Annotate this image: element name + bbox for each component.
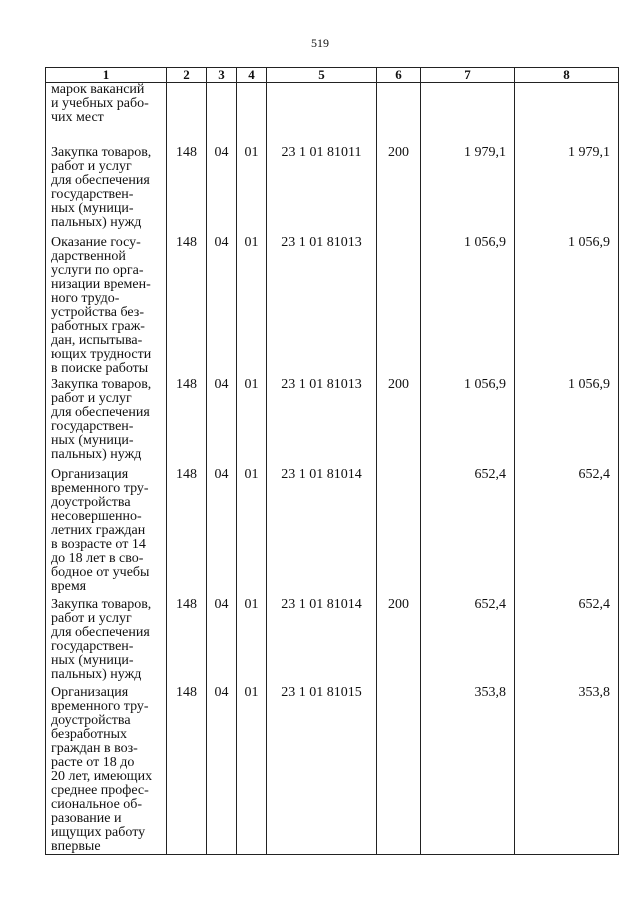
amount-cell: 1 056,9 [421, 378, 515, 468]
item-name-line: граждан в воз- [51, 741, 138, 756]
target-article-cell: 23 1 01 81013 [267, 378, 377, 468]
section-cell: 04 [207, 236, 237, 378]
target-article-cell: 23 1 01 81014 [267, 598, 377, 686]
code-cell: 148 [167, 468, 207, 598]
expense-type-cell [377, 686, 421, 855]
item-name-line: летних граждан [51, 523, 146, 538]
column-header-8: 8 [515, 68, 619, 83]
item-name-line: впервые [51, 839, 101, 854]
column-header-5: 5 [267, 68, 377, 83]
target-article-cell: 23 1 01 81014 [267, 468, 377, 598]
table-row [46, 236, 619, 378]
amount-cell: 353,8 [421, 686, 515, 855]
item-name-line: расте от 18 до [51, 755, 135, 770]
item-name-line: государствен- [51, 639, 134, 654]
item-name-line: работ и услуг [51, 159, 132, 174]
item-name-line: безработных [51, 727, 128, 742]
item-name-line: для обеспечения [51, 625, 150, 640]
table-row [46, 686, 619, 855]
item-name-line: ных (муници- [51, 653, 134, 668]
amount-cell: 652,4 [515, 598, 619, 686]
item-name-line: разование и [51, 811, 122, 826]
item-name-line: и учебных рабо- [51, 96, 149, 111]
item-name-line: Организация [51, 685, 129, 700]
section-cell: 04 [207, 146, 237, 236]
item-name-line: для обеспечения [51, 173, 150, 188]
amount-cell: 1 979,1 [421, 146, 515, 236]
item-name-line: работ и услуг [51, 391, 132, 406]
item-name-line: в возрасте от 14 [51, 537, 146, 552]
item-name-line: ищущих работу [51, 825, 146, 840]
table-row [46, 378, 619, 468]
item-name-line: работ и услуг [51, 611, 132, 626]
subsection-cell: 01 [237, 378, 267, 468]
item-name-line: пальных) нужд [51, 215, 142, 230]
code-cell [167, 83, 207, 147]
item-name-line: до 18 лет в сво- [51, 551, 144, 566]
amount-cell: 652,4 [515, 468, 619, 598]
code-cell: 148 [167, 598, 207, 686]
subsection-cell [237, 83, 267, 147]
target-article-cell: 23 1 01 81015 [267, 686, 377, 855]
expense-type-cell: 200 [377, 378, 421, 468]
expense-type-cell: 200 [377, 598, 421, 686]
item-name-cell [46, 236, 167, 378]
table-header-row [46, 68, 619, 83]
table-row [46, 83, 619, 147]
column-header-3: 3 [207, 68, 237, 83]
target-article-cell: 23 1 01 81013 [267, 236, 377, 378]
expense-type-cell [377, 468, 421, 598]
section-cell: 04 [207, 686, 237, 855]
item-name-line: среднее профес- [51, 783, 149, 798]
code-cell: 148 [167, 378, 207, 468]
item-name-line: доустройства [51, 495, 131, 510]
item-name-cell [46, 378, 167, 468]
item-name-line: ющих трудности [51, 347, 152, 362]
column-header-4: 4 [237, 68, 267, 83]
amount-cell: 652,4 [421, 598, 515, 686]
subsection-cell: 01 [237, 598, 267, 686]
subsection-cell: 01 [237, 146, 267, 236]
amount-cell: 652,4 [421, 468, 515, 598]
expense-type-cell [377, 83, 421, 147]
table-row [46, 598, 619, 686]
item-name-line: для обеспечения [51, 405, 150, 420]
expense-type-cell: 200 [377, 146, 421, 236]
item-name-line: дарственной [51, 249, 126, 264]
item-name-line: ного трудо- [51, 291, 120, 306]
item-name-line: Организация [51, 467, 129, 482]
amount-cell: 353,8 [515, 686, 619, 855]
item-name-line: низации времен- [51, 277, 151, 292]
item-name-line: ных (муници- [51, 201, 134, 216]
column-header-2: 2 [167, 68, 207, 83]
item-name-line: Закупка товаров, [51, 377, 152, 392]
item-name-line: временного тру- [51, 481, 149, 496]
item-name-cell [46, 83, 167, 147]
column-header-7: 7 [421, 68, 515, 83]
code-cell: 148 [167, 236, 207, 378]
amount-cell: 1 056,9 [515, 378, 619, 468]
item-name-line: услуги по орга- [51, 263, 144, 278]
amount-cell: 1 979,1 [515, 146, 619, 236]
item-name-line: Закупка товаров, [51, 597, 152, 612]
item-name-line: ных (муници- [51, 433, 134, 448]
item-name-line: марок вакансий [51, 82, 145, 97]
item-name-line: сиональное об- [51, 797, 143, 812]
item-name-line: устройства без- [51, 305, 144, 320]
item-name-line: государствен- [51, 419, 134, 434]
section-cell [207, 83, 237, 147]
item-name-line: временного тру- [51, 699, 149, 714]
section-cell: 04 [207, 378, 237, 468]
amount-cell [421, 83, 515, 147]
item-name-line: несовершенно- [51, 509, 142, 524]
column-header-1: 1 [46, 68, 167, 83]
item-name-line: пальных) нужд [51, 667, 142, 682]
target-article-cell [267, 83, 377, 147]
code-cell: 148 [167, 686, 207, 855]
amount-cell: 1 056,9 [421, 236, 515, 378]
item-name-line: бодное от учебы [51, 565, 150, 580]
target-article-cell: 23 1 01 81011 [267, 146, 377, 236]
table-row [46, 468, 619, 598]
item-name-cell [46, 146, 167, 236]
item-name-line: работных граж- [51, 319, 145, 334]
item-name-line: Закупка товаров, [51, 145, 152, 160]
expense-type-cell [377, 236, 421, 378]
budget-table [45, 67, 619, 855]
amount-cell: 1 056,9 [515, 236, 619, 378]
section-cell: 04 [207, 468, 237, 598]
item-name-line: дан, испытыва- [51, 333, 143, 348]
code-cell: 148 [167, 146, 207, 236]
page-number: 519 [311, 36, 329, 50]
item-name-line: время [51, 579, 87, 594]
subsection-cell: 01 [237, 236, 267, 378]
item-name-cell [46, 686, 167, 855]
item-name-cell [46, 468, 167, 598]
amount-cell [515, 83, 619, 147]
subsection-cell: 01 [237, 468, 267, 598]
section-cell: 04 [207, 598, 237, 686]
table-row [46, 146, 619, 236]
item-name-line: пальных) нужд [51, 447, 142, 462]
item-name-cell [46, 598, 167, 686]
item-name-line: Оказание госу- [51, 235, 141, 250]
subsection-cell: 01 [237, 686, 267, 855]
item-name-line: чих мест [51, 110, 104, 125]
item-name-line: государствен- [51, 187, 134, 202]
item-name-line: 20 лет, имеющих [51, 769, 153, 784]
item-name-line: доустройства [51, 713, 131, 728]
column-header-6: 6 [377, 68, 421, 83]
item-name-line: в поиске работы [51, 361, 149, 376]
